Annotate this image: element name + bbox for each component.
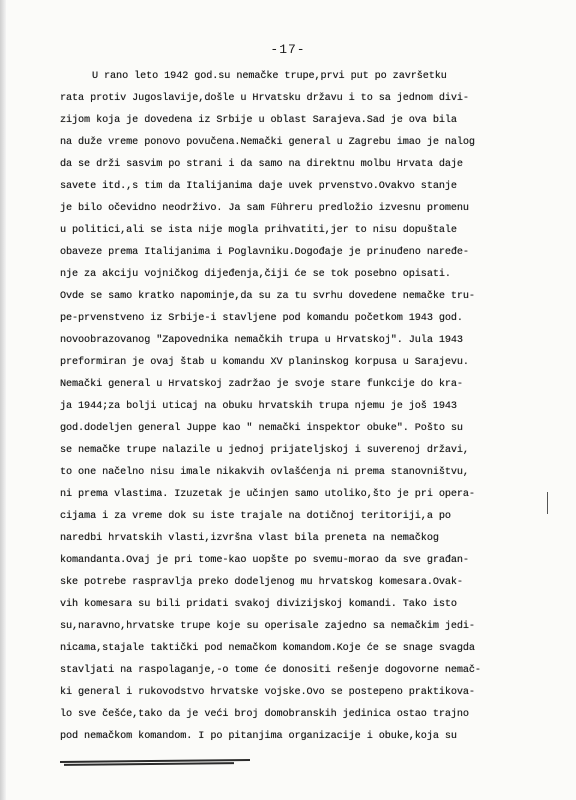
text-line: god.dodeljen general Juppe kao " nemački inspektor obuke". Pošto su	[60, 423, 463, 434]
text-line: lo sve češće,tako da je veći broj domobranskih jedinica ostao trajno	[60, 709, 469, 720]
text-line: ske potrebe raspravlja preko dodeljenog mu hrvatskog komesara.Ovak-	[60, 577, 463, 588]
text-line: novoobrazovanog "Zapovednika nemačkih trupa u Hrvatskoj". Jula 1943	[60, 335, 463, 346]
text-line: komandanta.Ovaj je pri tome-kao uopšte po svemu-morao da sve građan-	[60, 555, 469, 566]
text-line: pod nemačkom komandom. I po pitanjima organizacije i obuke,koja su	[60, 731, 457, 742]
text-line: stavljati na raspolaganje,-o tome će donositi rešenje dogovorne nemač-	[60, 665, 481, 676]
body-text	[60, 66, 530, 748]
text-line: to one načelno nisu imale nikakvih ovlašćenja ni prema stanovništvu,	[60, 467, 469, 478]
text-line: Nemački general u Hrvatskoj zadržao je svoje stare funkcije do kra-	[60, 379, 463, 390]
text-line: naredbi hrvatskih vlasti,izvršna vlast bila preneta na nemačkog	[60, 533, 439, 544]
handwritten-underline	[64, 762, 234, 766]
text-line: zijom koja je dovedena iz Srbije u oblast Sarajeva.Sad je ova bila	[60, 115, 457, 126]
text-line: ni prema vlastima. Izuzetak je učinjen samo utoliko,što je pri opera-	[60, 489, 475, 500]
text-line: rata protiv Jugoslavije,došle u Hrvatsku državu i to sa jednom divi-	[60, 93, 469, 104]
text-line: pe-prvenstveno iz Srbije-i stavljene pod komandu početkom 1943 god.	[60, 313, 463, 324]
text-line: se nemačke trupe nalazile u jednoj prijateljskoj i suverenoj državi,	[60, 445, 469, 456]
text-line: savete itd.,s tim da Italijanima daje uvek prvenstvo.Ovakvo stanje	[60, 181, 457, 192]
text-line: nje za akciju vojničkog dijeđenja,čiji će se tok posebno opisati.	[60, 269, 451, 280]
text-line: obaveze prema Italijanima i Poglavniku.Dogođaje je prinuđeno naređe-	[60, 247, 469, 258]
text-line: da se drži sasvim po strani i da samo na direktnu molbu Hrvata daje	[60, 159, 463, 170]
scan-page-edge	[0, 0, 6, 800]
text-line: cijama i za vreme dok su iste trajale na dotičnoj teritoriji,a po	[60, 511, 451, 522]
text-line: vih komesara su bili pridati svakoj divizijskoj komandi. Tako isto	[60, 599, 457, 610]
text-line: Ovde se samo kratko napominje,da su za tu svrhu dovedene nemačke tru-	[60, 291, 475, 302]
margin-mark	[547, 492, 554, 514]
page-number: -17-	[270, 42, 306, 57]
text-line: u politici,ali se ista nije mogla prihvatiti,jer to nisu dopuštale	[60, 225, 457, 236]
text-line: su,naravno,hrvatske trupe koje su operisale zajedno sa nemačkim jedi-	[60, 621, 475, 632]
text-line: U rano leto 1942 god.su nemačke trupe,prvi put po završetku	[92, 71, 447, 82]
text-line: ki general i rukovodstvo hrvatske vojske.Ovo se postepeno praktikova-	[60, 687, 475, 698]
text-line: na duže vreme ponovo povučena.Nemački general u Zagrebu imao je nalog	[60, 137, 475, 148]
text-line: preformiran je ovaj štab u komandu XV planinskog korpusa u Sarajevu.	[60, 357, 469, 368]
text-line: ja 1944;za bolji uticaj na obuku hrvatskih trupa njemu je još 1943	[60, 401, 457, 412]
text-line: nicama,stajale taktički pod nemačkom komandom.Koje će se snage svagda	[60, 643, 475, 654]
text-line: je bilo očevidno neodrživo. Ja sam Führeru predložio izvesnu promenu	[60, 203, 469, 214]
